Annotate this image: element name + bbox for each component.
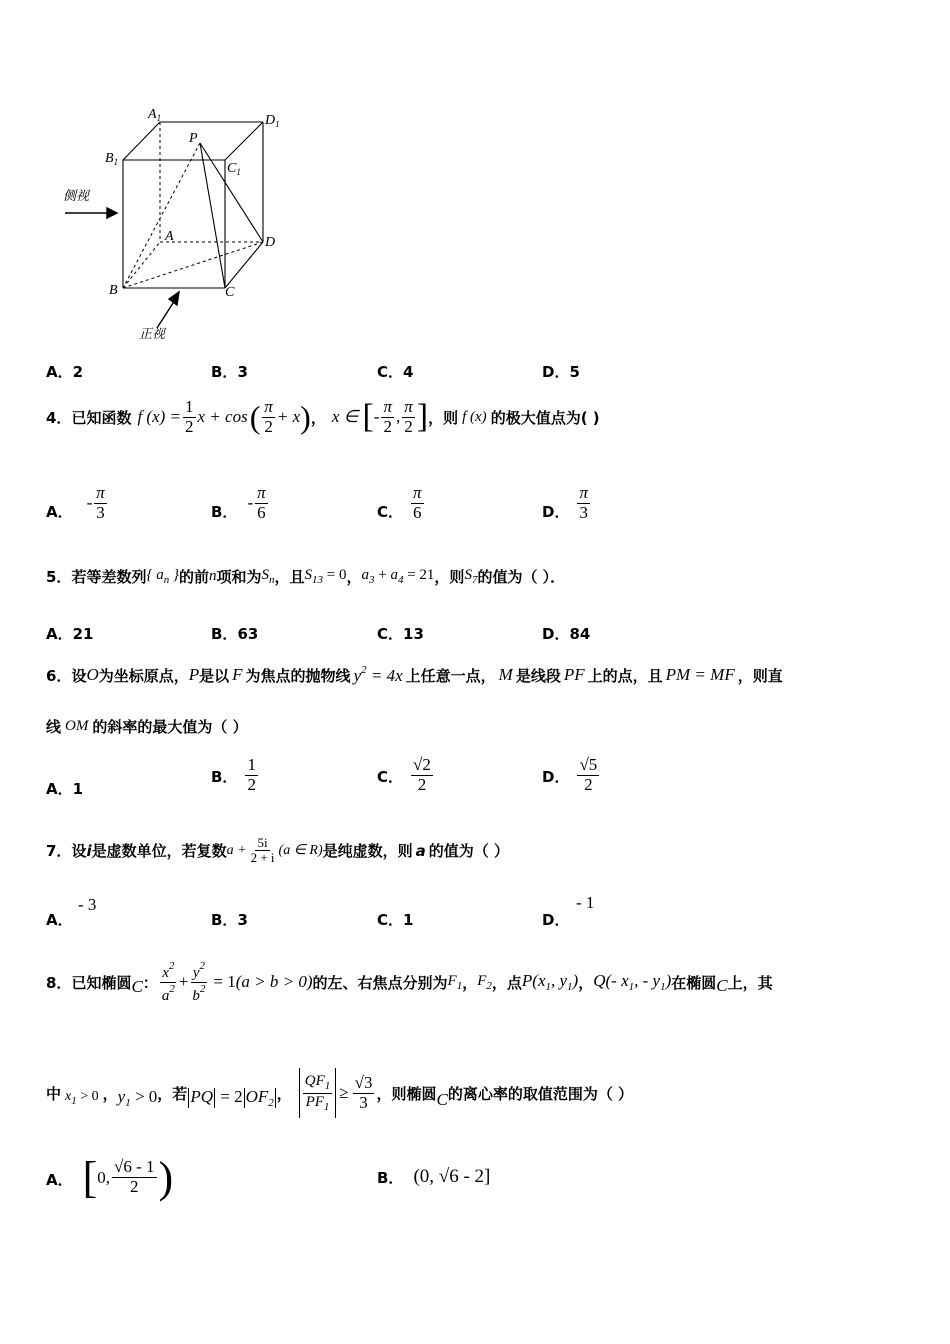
q8-options [46, 1152, 926, 1208]
q8-C: C [131, 977, 143, 996]
q4-neg-pi-over-2: $\frac{\pi}{2}$ [383, 397, 392, 436]
q7-i: i [86, 841, 92, 860]
q8-P-point: $P(x_1$, $y_1$) [521, 971, 579, 993]
q8-y1-pos: $y_1 > 0$ [117, 1087, 158, 1109]
q5-comma: ， [346, 568, 362, 586]
q4-tail: 的极大值点为( ) [490, 408, 600, 427]
q8-stem-line1 [46, 960, 773, 1004]
q4-sep: , [395, 407, 401, 427]
q6-t5: 是线段 [515, 666, 561, 685]
q5-option-d[interactable]: D．84 [542, 625, 591, 643]
q4-option-c[interactable]: C． $\frac{\pi}{6}$ [377, 483, 422, 522]
label-c: C [225, 285, 235, 300]
q6-PF: PF [563, 665, 585, 684]
q4-x-plus-cos: x + cos [197, 407, 248, 427]
edge-b1-a1 [123, 122, 160, 160]
q5-option-a[interactable]: A．21 [46, 625, 94, 643]
q5-lead: 若等差数列 [71, 568, 147, 586]
q4-pos-pi-over-2: $\frac{\pi}{2}$ [404, 397, 413, 436]
q4-number: 4． [46, 408, 72, 427]
q6-F: F [232, 665, 243, 684]
q8-plus: + [178, 972, 189, 991]
q6-t7: ，则直 [737, 666, 783, 685]
q7-a-plus: a + [226, 842, 247, 858]
q6-O: O [86, 665, 99, 684]
q4-half: $\frac{1}{2}$ [185, 397, 194, 436]
q5-option-b[interactable]: B．63 [211, 625, 259, 643]
edge-c1-d1 [225, 122, 263, 160]
q4-paren-left: ( [249, 398, 261, 435]
q7-option-d-value: - 1 [576, 893, 595, 912]
q5-n: n [208, 568, 217, 584]
q6-option-b[interactable]: B． $\frac{1}{2}$ [211, 755, 256, 794]
q6-cond: PM = MF [665, 665, 735, 684]
q4-bracket-left: [ [362, 398, 374, 436]
q8-F2: $F_2$ [477, 972, 492, 992]
q4-stem [46, 398, 600, 436]
q8-C2: C [716, 976, 728, 995]
cube-figure [55, 100, 295, 350]
q8-x1-pos: $x_1 > 0$ [65, 1089, 99, 1107]
q7-stem [46, 836, 509, 866]
q5-option-c[interactable]: C．13 [377, 625, 424, 643]
q6-t2: 是以 [199, 666, 230, 685]
label-c1: $C_1$ [227, 161, 241, 177]
q8-comma: ， [462, 973, 478, 992]
q3-option-c[interactable]: C．4 [377, 363, 414, 381]
q8-geq: ≥ [339, 1083, 349, 1102]
label-side-view: 侧视 [63, 189, 90, 204]
q5-part1: 的前 [178, 568, 209, 586]
hidden-edge-b-d [123, 242, 263, 288]
q8-abcond: (a > b > 0) [235, 972, 313, 991]
q8-t5: ，若 [157, 1084, 188, 1103]
q8-option-b[interactable]: B． (0, √6 - 2] [377, 1166, 491, 1187]
q6-stem-line2 [46, 716, 248, 737]
q3-option-d[interactable]: D．5 [542, 363, 580, 381]
q6-t6: 上的点，且 [587, 666, 663, 685]
edge-c-d [225, 242, 263, 288]
q8-number: 8． [46, 973, 72, 992]
q8-t7: ，则椭圆 [376, 1084, 437, 1103]
q4-plus-x: + x [276, 407, 301, 427]
side-view-arrow-head [107, 208, 117, 218]
q8-x2-a2: $\frac{x^2}{a^2}$ [161, 960, 175, 1004]
q8-C3: C [436, 1090, 448, 1109]
q6-line2-a: 线 [46, 718, 62, 736]
q5-S13: $S_{13} = 0$ [304, 567, 347, 586]
q6-parabola: $y^2 = 4x$ [353, 664, 403, 685]
q5-number: 5． [46, 568, 72, 586]
hidden-edge-b-a [123, 242, 160, 288]
q7-t1: 是虚数单位，若复数 [91, 842, 227, 861]
q8-lead: 已知椭圆 [71, 973, 132, 992]
q7-number: 7． [46, 842, 72, 861]
q7-cond: (a ∈ R) [278, 843, 323, 859]
q4-option-a[interactable]: A． - $\frac{\pi}{3}$ [46, 483, 105, 522]
q6-P: P [188, 665, 200, 684]
q7-a: a [415, 841, 426, 860]
q8-stem-line2 [46, 1068, 633, 1118]
q4-comma: ， [310, 408, 326, 427]
label-b1: $B_1$ [105, 151, 119, 167]
q6-number: 6． [46, 666, 72, 685]
q8-line2-lead: 中 [46, 1084, 62, 1103]
q8-Q-point: Q(- $x_1$, - $y_1$) [593, 971, 672, 993]
q4-bracket-right: ] [416, 398, 429, 436]
front-view-arrow-shaft [157, 300, 175, 328]
q7-option-c[interactable]: C．1 [377, 911, 414, 929]
q8-comma3: ， [102, 1084, 118, 1103]
q4-option-b[interactable]: B． - $\frac{\pi}{6}$ [211, 483, 266, 522]
q8-comma2: ， [578, 973, 594, 992]
q8-t6: ， [276, 1084, 292, 1103]
q4-lead: 已知函数 [71, 408, 132, 427]
edge-p-c [200, 143, 225, 288]
q7-t2: 是纯虚数，则 [322, 842, 413, 861]
q5-seq: { $a_n$ } [146, 567, 179, 586]
q8-sqrt3-over-3: $\frac{√3}{3}$ [354, 1072, 373, 1112]
label-d1: $D_1$ [265, 113, 280, 129]
q8-t4: 上，其 [727, 973, 773, 992]
q5-S7: $S_7$ [464, 567, 478, 586]
q4-option-d[interactable]: D． $\frac{\pi}{3}$ [542, 483, 588, 522]
q7-fraction: $\frac{5i}{2 + i}$ [250, 835, 275, 866]
q4-x-in: x ∈ [331, 407, 359, 427]
q7-lead: 设 [71, 842, 87, 861]
q3-option-b[interactable]: B．3 [211, 363, 248, 381]
q5-Sn: $S_n$ [261, 567, 275, 586]
q6-t3: 为焦点的抛物线 [245, 666, 351, 685]
q6-lead: 设 [71, 666, 87, 685]
q6-options [46, 756, 926, 806]
q8-eq1: = 1 [213, 972, 236, 991]
q4-function: f (x) = [137, 407, 182, 427]
q8-t8: 的离心率的取值范围为（ ） [447, 1084, 634, 1103]
q4-neg: - [373, 407, 380, 427]
q7-options [46, 895, 926, 929]
q5-part2: 项和为 [216, 568, 262, 586]
label-b: B [109, 283, 118, 298]
edge-p-d [200, 143, 263, 242]
label-a: A [165, 229, 174, 244]
q8-t2: ，点 [491, 973, 522, 992]
q5-part4: ，则 [434, 568, 465, 586]
q6-OM: OM [65, 718, 89, 734]
q4-then: ，则 [428, 408, 459, 427]
q7-option-d[interactable]: D． [542, 911, 570, 929]
q8-F1: $F_1$ [447, 972, 463, 992]
q5-a3: $a_3 + a_4 = 21$ [361, 567, 435, 586]
q4-options [46, 484, 926, 528]
q4-paren-right: ) [300, 398, 311, 435]
q5-tail: 的值为（ ）． [477, 568, 566, 586]
q8-y2-b2: $\frac{y^2}{b^2}$ [192, 960, 206, 1004]
q6-option-a[interactable]: A．1 [46, 780, 84, 798]
label-front-view: 正视 [139, 327, 166, 342]
q6-M: M [498, 665, 513, 684]
q7-option-a-value: - 3 [78, 895, 97, 914]
q8-PQ: PQ = 2 $OF_2$ [190, 1087, 274, 1109]
q8-colon: ： [142, 973, 158, 992]
q8-t1: 的左、右焦点分别为 [312, 973, 448, 992]
q6-t4: 上任意一点， [405, 666, 496, 685]
q6-option-c[interactable]: C． $\frac{√2}{2}$ [377, 755, 431, 794]
q8-option-a[interactable]: A． [ 0, $\frac{√6 - 1}{2}$ ) [46, 1153, 174, 1202]
q3-option-a[interactable]: A．2 [46, 363, 84, 381]
q8-ratio: $\frac{QF_1}{PF_1}$ [298, 1068, 338, 1118]
q7-option-a[interactable]: A． [46, 911, 73, 929]
label-d: D [265, 235, 276, 250]
q4-pi-over-2: $\frac{\pi}{2}$ [264, 397, 273, 436]
q6-t1: 为坐标原点， [98, 666, 189, 685]
q6-stem-line1 [46, 664, 783, 686]
q5-stem [46, 566, 565, 587]
q8-t3: 在椭圆 [671, 973, 717, 992]
q7-t3: 的值为（ ） [428, 842, 509, 861]
q6-option-d[interactable]: D． $\frac{√5}{2}$ [542, 755, 598, 794]
front-view-arrow-head [169, 292, 179, 305]
q7-option-b[interactable]: B．3 [211, 911, 248, 929]
q5-part3: ，且 [274, 568, 305, 586]
q6-line2-b: 的斜率的最大值为（ ） [92, 718, 248, 736]
q4-f-x: f (x) [462, 408, 487, 425]
label-p: P [189, 131, 198, 146]
label-a1: $A_1$ [148, 107, 162, 123]
